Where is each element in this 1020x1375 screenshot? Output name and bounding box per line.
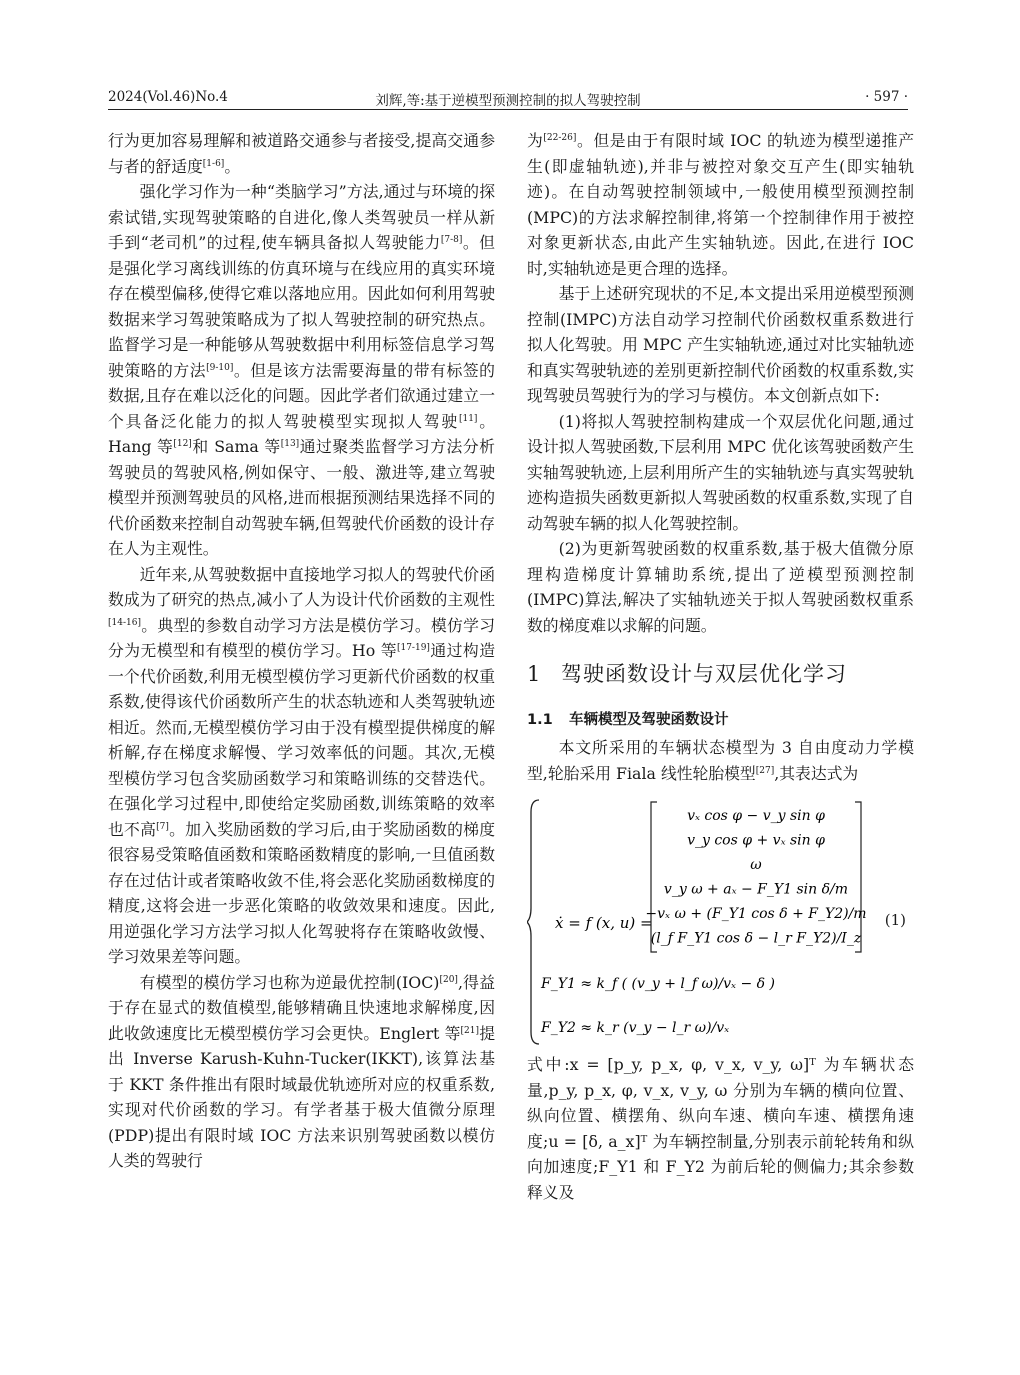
matrix-row: v_y ω + aₓ − F_Y1 sin δ/m: [663, 881, 849, 898]
citation[interactable]: [22-26]: [543, 133, 577, 143]
matrix-row: −vₓ ω + (F_Y1 cos δ + F_Y2)/m: [645, 906, 867, 922]
matrix-row: vₓ cos φ − v_y sin φ: [687, 808, 825, 824]
fy1-equation: F_Y1 ≈ k_f ( (v_y + l_f ω)/vₓ − δ ): [541, 976, 775, 992]
citation[interactable]: [21]: [460, 1025, 480, 1036]
paragraph: 为[22-26]。但是由于有限时域 IOC 的轨迹为模型递推产生(即虚轴轨迹),并非与被控对象交互产生(即实轴轨迹)。在自动驾驶控制领域中,一般使用模型预测控制(MPC)的方法求解控制律,将第一个控制律作用于被控对象更新状态,由此产生实轴轨迹。因此,在进行 IOC 时,实轴轨迹是更合理的选择。: [527, 131, 914, 278]
citation[interactable]: [1-6]: [202, 158, 225, 169]
matrix-rows: [645, 808, 866, 947]
paragraph: (2)为更新驾驶函数的权重系数,基于极大值微分原理构造梯度计算辅助系统,提出了逆模型预测控制(IMPC)算法,解决了实轴轨迹关于拟人驾驶函数权重系数的梯度难以求解的问题。: [527, 539, 914, 635]
citation[interactable]: [13]: [280, 439, 300, 449]
paragraph: 基于上述研究现状的不足,本文提出采用逆模型预测控制(IMPC)方法自动学习控制代价函数权重系数进行拟人化驾驶。用 MPC 产生实轴轨迹,通过对比实轴轨迹和真实驾驶轨迹的差别更新控制代价函数的权重系数,实现驾驶员驾驶行为的学习与模仿。本文创新点如下:: [527, 284, 914, 405]
subsection-heading: 1.1 车辆模型及驾驶函数设计: [527, 711, 729, 728]
fy2-equation: F_Y2 ≈ k_r (v_y − l_r ω)/vₓ: [541, 1020, 730, 1036]
page-number: · 597 ·: [865, 89, 908, 105]
left-brace: [527, 800, 539, 1044]
section-heading: 1 驾驶函数设计与双层优化学习: [527, 662, 847, 686]
right-column: [527, 128, 914, 1205]
matrix-row: (l_f F_Y1 cos δ − l_r F_Y2)/I_z: [650, 930, 862, 947]
matrix-row: ω: [750, 857, 762, 873]
citation[interactable]: [7-8]: [440, 235, 463, 245]
running-header: [108, 87, 908, 110]
equation-graphic: [527, 792, 914, 1052]
equation-block: [527, 792, 914, 1052]
matrix-bracket-right: [855, 802, 861, 952]
paragraph: 有模型的模仿学习也称为逆最优控制(IOC)[20],得益于存在显式的数值模型,能够精确且快速地求解梯度,因此收敛速度比无模型模仿学习会更快。Englert 等[21]提出 Inverse Karush-Kuhn-Tucker(IKKT),该算法基于 KKT 条件推出有限时域最优轨迹所对应的权重系数,实现对代价函数的学习。有学者基于极大值微分原理(PDP)提出有限时域 IOC 方法来识别驾驶函数以模仿人类的驾驶行: [108, 972, 495, 1170]
left-column: [108, 128, 495, 1174]
article-title: 刘辉,等:基于逆模型预测控制的拟人驾驶控制: [375, 93, 641, 109]
equation-lhs: ẋ = f (x, u) =: [555, 914, 653, 932]
citation[interactable]: [9-10]: [206, 362, 234, 373]
citation[interactable]: [17-19]: [396, 643, 430, 653]
paragraph: 式中:x = [p_y, p_x, φ, v_x, v_y, ω]ᵀ 为车辆状态量,p_y, p_x, φ, v_x, v_y, ω 分别为车辆的横向位置、纵向位置、横摆角、纵向车速、横向车速、横摆角速度;u = [δ, a_x]ᵀ 为车辆控制量,分别表示前轮转角和纵向加速度;F_Y1 和 F_Y2 为前后轮的侧偏力;其余参数释义及: [527, 1055, 914, 1202]
matrix-row: v_y cos φ + vₓ sin φ: [687, 832, 825, 849]
citation[interactable]: [27]: [755, 765, 775, 776]
citation[interactable]: [7]: [156, 821, 169, 832]
paragraph: 近年来,从驾驶数据中直接地学习拟人的驾驶代价函数成为了研究的热点,减小了人为设计代价函数的主观性[14-16]。典型的参数自动学习方法是模仿学习。模仿学习分为无模型和有模型的模仿学习。Ho 等[17-19]通过构造一个代价函数,利用无模型模仿学习更新代价函数的权重系数,使得该代价函数所产生的状态轨迹和人类驾驶轨迹相近。然而,无模型模仿学习由于没有模型提供梯度的解析解,存在梯度求解慢、学习效率低的问题。其次,无模型模仿学习包含奖励函数学习和策略训练的交替迭代。在强化学习过程中,即使给定奖励函数,训练策略的效率也不高[7]。加入奖励函数的学习后,由于奖励函数的梯度很容易受策略值函数和策略函数精度的影响,一旦值函数存在过估计或者策略收敛不佳,将会恶化奖励函数梯度的精度,这将会进一步恶化策略的收敛效果和速度。因此,用逆强化学习方法学习拟人化驾驶将存在策略收敛慢、学习效果差等问题。: [108, 564, 495, 966]
paragraph: 本文所采用的车辆状态模型为 3 自由度动力学模型,轮胎采用 Fiala 线性轮胎模型[27],其表达式为: [527, 738, 914, 783]
citation[interactable]: [11]: [458, 413, 478, 424]
equation-number: (1): [884, 911, 906, 929]
paragraph: (1)将拟人驾驶控制构建成一个双层优化问题,通过设计拟人驾驶函数,下层利用 MPC 优化该驾驶函数产生实轴驾驶轨迹,上层利用所产生的实轴轨迹与真实驾驶轨迹构造损失函数更新拟人驾驶函数的权重系数,实现了自动驾驶车辆的拟人化驾驶控制。: [527, 411, 914, 533]
paragraph: 行为更加容易理解和被道路交通参与者接受,提高交通参与者的舒适度[1-6]。: [108, 131, 495, 176]
paragraph: 强化学习作为一种“类脑学习”方法,通过与环境的探索试错,实现驾驶策略的自进化,像人类驾驶员一样从新手到“老司机”的过程,使车辆具备拟人驾驶能力[7-8]。但是强化学习离线训练的仿真环境与在线应用的真实环境存在模型偏移,使得它难以落地应用。因此如何利用驾驶数据来学习驾驶策略成为了拟人驾驶控制的研究热点。监督学习是一种能够从驾驶数据中利用标签信息学习驾驶策略的方法[9-10]。但是该方法需要海量的带有标签的数据,且存在难以泛化的问题。因此学者们欲通过建立一个具备泛化能力的拟人驾驶模型实现拟人驾驶[11]。Hang 等[12]和 Sama 等[13]通过聚类监督学习方法分析驾驶员的驾驶风格,例如保守、一般、激进等,建立驾驶模型并预测驾驶员的风格,进而根据预测结果选择不同的代价函数来控制自动驾驶车辆,但驾驶代价函数的设计存在人为主观性。: [108, 182, 495, 558]
citation[interactable]: [20]: [439, 974, 458, 985]
journal-issue: 2024(Vol.46)No.4: [108, 89, 228, 105]
citation[interactable]: [14-16]: [108, 617, 141, 628]
citation[interactable]: [12]: [173, 439, 192, 449]
